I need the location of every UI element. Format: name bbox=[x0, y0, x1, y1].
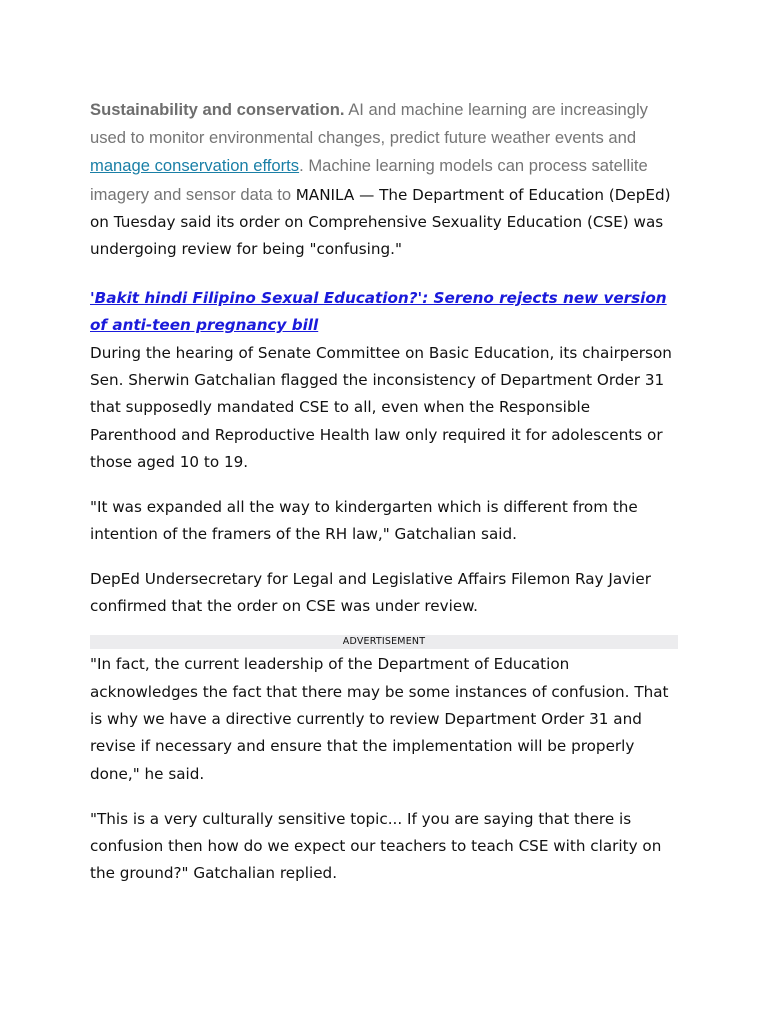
intro-gray-text-1: AI and machine learning are increasingly used to monitor environmental changes, predict future weather events and bbox=[90, 100, 648, 148]
article-lead-text: MANILA — The Department of Education (DepEd) on Tuesday said its order on Comprehensive Sexuality Education (CSE) was undergoing review for being "confusing." bbox=[90, 185, 671, 259]
intro-bold-lead: Sustainability and conservation. bbox=[90, 100, 345, 119]
manage-conservation-link[interactable]: manage conservation efforts bbox=[90, 156, 300, 176]
paragraph-kindergarten-quote: "It was expanded all the way to kindergarten which is different from the intention of the framers of the RH law," Gatchalian said. bbox=[90, 497, 638, 543]
paragraph-senate-hearing: During the hearing of Senate Committee on Basic Education, its chairperson Sen. Sherwin Gatchalian flagged the inconsistency of Department Order 31 that supposedly mandated CSE to all, even when the Responsible Parenthood and Reproductive Health law only required it for adolescents or those aged 10 to 19. bbox=[90, 343, 672, 471]
article-body bbox=[90, 96, 678, 887]
paragraph-leadership-quote: "In fact, the current leadership of the Department of Education acknowledges the fact that there may be some instances of confusion. That is why we have a directive currently to review Department Order 31 and revise if necessary and ensure that the implementation will be properly done," he said. bbox=[90, 655, 669, 783]
paragraph-javier-confirmation: DepEd Undersecretary for Legal and Legislative Affairs Filemon Ray Javier confirmed that the order on CSE was under review. bbox=[90, 569, 651, 616]
related-article-link[interactable]: 'Bakit hindi Filipino Sexual Education?': Sereno rejects new version of anti-teen pregnancy bill bbox=[90, 289, 667, 335]
paragraph-gatchalian-reply: "This is a very culturally sensitive topic... If you are saying that there is confusion then how do we expect our teachers to teach CSE with clarity on the ground?" Gatchalian replied. bbox=[90, 809, 662, 883]
advertisement-banner: ADVERTISEMENT bbox=[90, 635, 678, 649]
intro-paragraph bbox=[90, 96, 678, 263]
intro-gray-text-2: . Machine learning models can process satellite imagery and sensor data to bbox=[90, 156, 648, 204]
